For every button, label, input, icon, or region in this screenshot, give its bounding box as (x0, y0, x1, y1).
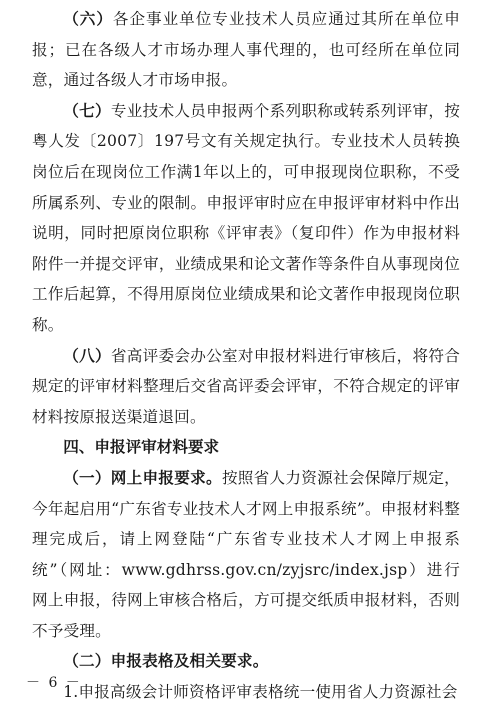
paragraph-lead: （八） (63, 345, 111, 365)
paragraph-text: 按照省人力资源社会保障厅规定，今年起启用“广东省专业技术人才网上申报系统”。申报材料整理完成后，请上网登陆“广东省专业技术人才网上申报系统”（网址：www.gdhrss.gov.cn/zyjsrc/index.jsp）进行网上申报，待网上审核合格后，方可提交纸质申报材料，否则不予受理。 (32, 468, 460, 640)
page-number: － 6 － (26, 675, 82, 691)
paragraph-item-1 (32, 677, 460, 708)
paragraph-text: 各企事业单位专业技术人员应通过其所在单位申报；已在各级人才市场办理人事代理的，也可经所在单位同意，通过各级人才市场申报。 (32, 10, 460, 90)
paragraph-lead: （二）申报表格及相关要求。 (63, 651, 269, 671)
paragraph-7 (32, 96, 460, 341)
paragraph-text: 专业技术人员申报两个系列职称或转系列评审，按粤人发〔2007〕197号文有关规定执行。专业技术人员转换岗位后在现岗位工作满1年以上的，可申报现岗位职称，不受所属系列、专业的限制。申报评审时应在申报评审材料中作出说明，同时把原岗位职称《评审表》（复印件）作为申报材料附件一并提交评审，业绩成果和论文著作等条件自从事现岗位工作后起算，不得用原岗位业绩成果和论文著作申报现岗位职称。 (32, 101, 460, 334)
section-heading (32, 432, 460, 463)
paragraph-forms (32, 646, 460, 677)
paragraph-lead: （六） (63, 9, 113, 28)
paragraph-lead: （七） (63, 100, 111, 120)
paragraph-8 (32, 341, 460, 433)
paragraph-online-filing (32, 463, 460, 647)
paragraph-text: 省高评委会办公室对申报材料进行审核后，将符合规定的评审材料整理后交省高评委会评审，不符合规定的评审材料按原报送渠道退回。 (32, 346, 460, 426)
heading-text: 四、申报评审材料要求 (63, 438, 220, 457)
document-body (32, 4, 460, 708)
paragraph-lead: （一）网上申报要求。 (63, 467, 222, 487)
paragraph-6 (32, 4, 460, 96)
paragraph-text: 1.申报高级会计师资格评审表格统一使用省人力资源社会 (63, 683, 458, 702)
